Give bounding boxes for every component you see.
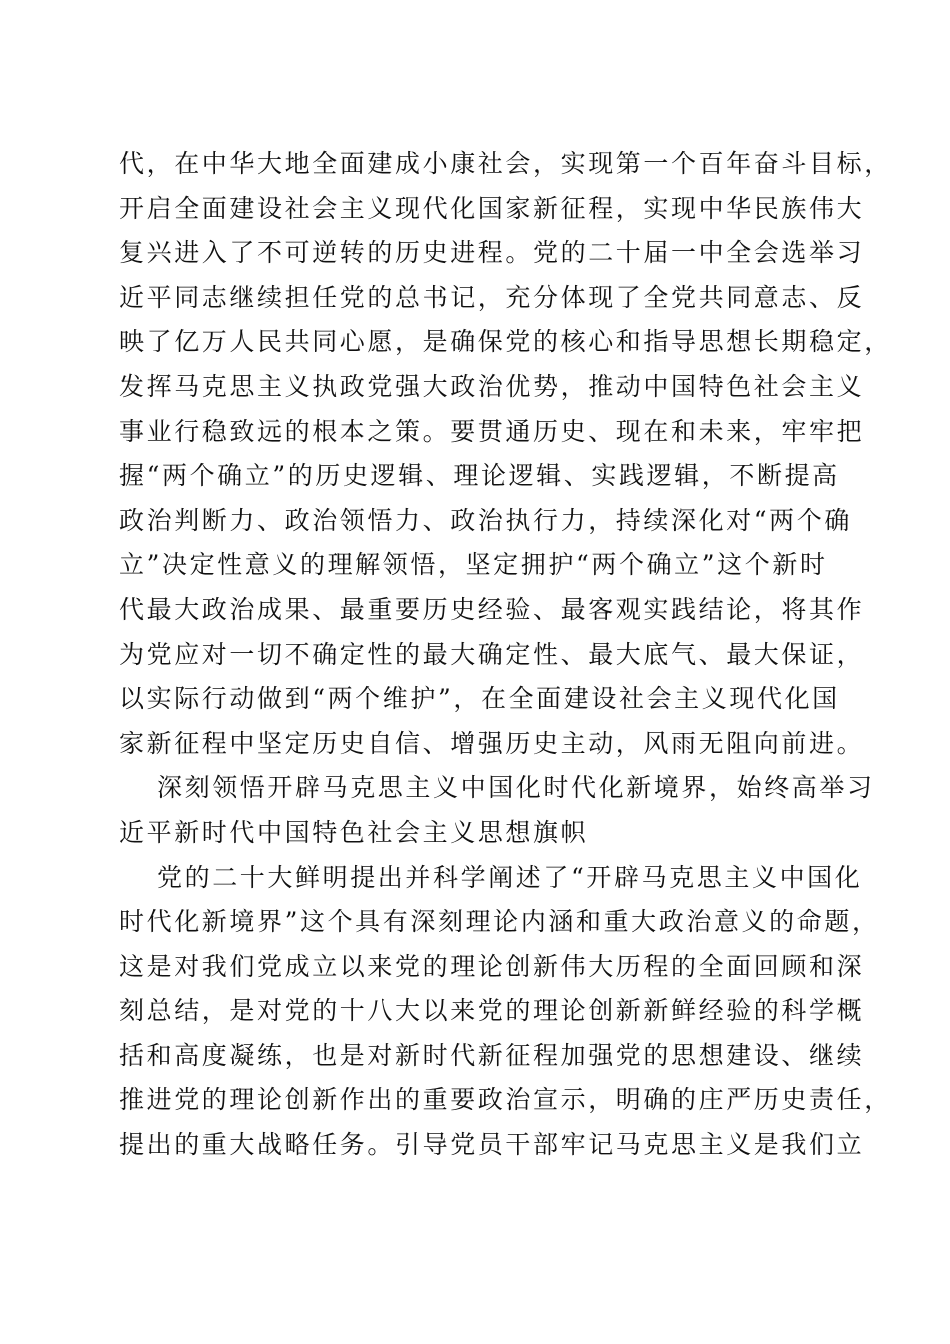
text-line: 开启全面建设社会主义现代化国家新征程，实现中华民族伟大 [119, 193, 865, 223]
text-line: 以实际行动做到“两个维护”，在全面建设社会主义现代化国 [119, 684, 840, 714]
text-line: 家新征程中坚定历史自信、增强历史主动，风雨无阻向前进。 [119, 728, 865, 758]
text-line: 政治判断力、政治领悟力、政治执行力，持续深化对“两个确 [119, 505, 852, 535]
text-line: 握“两个确立”的历史逻辑、理论逻辑、实践逻辑，不断提高 [119, 461, 840, 491]
text-line: 推进党的理论创新作出的重要政治宣示，明确的庄严历史责任， [119, 1085, 892, 1115]
text-line: 代，在中华大地全面建成小康社会，实现第一个百年奋斗目标， [119, 149, 892, 178]
section-heading-line: 近平新时代中国特色社会主义思想旗帜 [119, 817, 589, 847]
text-line: 为党应对一切不确定性的最大确定性、最大底气、最大保证， [119, 639, 865, 669]
text-line: 括和高度凝练，也是对新时代新征程加强党的思想建设、继续 [119, 1040, 865, 1070]
text-line: 刻总结，是对党的十八大以来党的理论创新新鲜经验的科学概 [119, 996, 865, 1026]
text-line: 党的二十大鲜明提出并科学阐述了“开辟马克思主义中国化 [157, 862, 863, 892]
text-line: 这是对我们党成立以来党的理论创新伟大历程的全面回顾和深 [119, 951, 865, 981]
text-line: 复兴进入了不可逆转的历史进程。党的二十届一中全会选举习 [119, 238, 865, 268]
document-body [119, 142, 892, 1168]
text-line: 立”决定性意义的理解领悟，坚定拥护“两个确立”这个新时 [119, 550, 828, 580]
text-line: 代最大政治成果、最重要历史经验、最客观实践结论，将其作 [119, 594, 865, 624]
text-line: 时代化新境界”这个具有深刻理论内涵和重大政治意义的命题， [119, 907, 880, 937]
text-line: 提出的重大战略任务。引导党员干部牢记马克思主义是我们立 [119, 1130, 865, 1160]
section-heading-line: 深刻领悟开辟马克思主义中国化时代化新境界，始终高举习 [157, 773, 875, 803]
text-line: 发挥马克思主义执政党强大政治优势，推动中国特色社会主义 [119, 371, 865, 401]
text-line: 映了亿万人民共同心愿，是确保党的核心和指导思想长期稳定， [119, 327, 892, 357]
text-line: 事业行稳致远的根本之策。要贯通历史、现在和未来，牢牢把 [119, 416, 865, 446]
text-line: 近平同志继续担任党的总书记，充分体现了全党共同意志、反 [119, 282, 865, 312]
